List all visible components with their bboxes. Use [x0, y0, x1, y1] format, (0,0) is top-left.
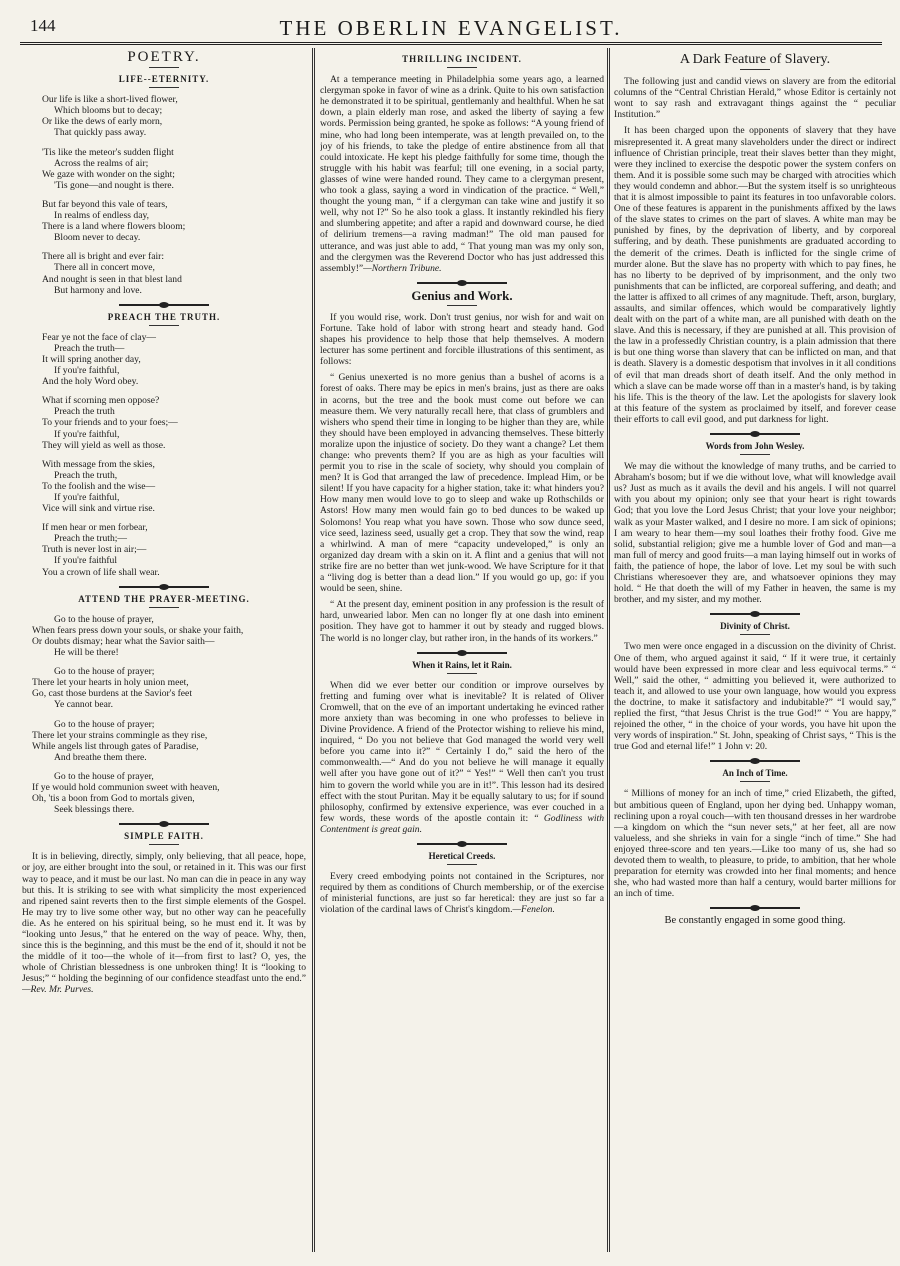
verse-line: They will yield as well as those. [42, 439, 166, 451]
column-right [614, 50, 896, 1252]
article-paragraph: Two men were once engaged in a discussion on the divinity of Christ. One of them, who argued against it said, “ If it were true, it certainly would have been expressed in more clear and less equivocal terms.” “ Well,” said the other, “ admitting you believed it, were authorized to teach it, and allowed to use your own language, how would you express the doctrine, to make it satisfactory and indubitable?” “I would say,” replied the first, “that Jesus Christ is the true God!” “ You are happy,” rejoined the other, “ in the choice of your words, you have hit upon the very words of inspiration.” St. John, speaking of Christ says, “ This is the true God and eternal life!” 1 John v: 20. [614, 641, 896, 753]
poem-stanza [22, 771, 306, 815]
article-title: THRILLING INCIDENT. [402, 54, 522, 64]
ornament-divider [710, 907, 800, 909]
poem-stanza [22, 332, 306, 387]
verse-line: Bloom never to decay. [54, 232, 141, 244]
poem-title: LIFE--ETERNITY. [118, 74, 210, 85]
poem-title: ATTEND THE PRAYER-MEETING. [78, 593, 250, 604]
rule [447, 864, 477, 865]
verse-line: There let your hearts in holy union meet, [32, 677, 189, 689]
article-title: Words from John Wesley. [705, 441, 805, 451]
column-middle [320, 50, 604, 1252]
verse-line: Oh, 'tis a boon from God to mortals given, [32, 793, 195, 805]
verse-line: You a crown of life shall wear. [42, 566, 160, 578]
verse-line: With message from the skies, [42, 458, 155, 470]
verse-line: Our life is like a short-lived flower, [42, 94, 178, 106]
verse-line: What if scorning men oppose? [42, 395, 160, 407]
article-title: SIMPLE FAITH. [124, 831, 204, 842]
article-paragraph: If you would rise, work. Don't trust genius, nor wish for and wait on Fortune. Take hold of labor with strong heart and steady hand. God shapes his providence to help those that help themselves. A modern lecturer has some pertinent and forcible illustrations of this sentiment, as follows: [320, 311, 604, 368]
verse-line: If you're faithful [54, 555, 117, 567]
column-divider [607, 48, 610, 1252]
verse-line: If men hear or men forbear, [42, 522, 148, 534]
rule [740, 634, 770, 635]
paragraph-text: When did we ever better our condition or improve ourselves by fretting and fuming over what is inevitable? It is related of Oliver Cromwell, that on the eve of an important undertaking he evinced rather more anxiety than was becoming in one who professes to believe in Divine Providence. A friend of the Protector wishing to relieve his mind, inquired, “ Do you not believe that God managed the world very well before you came into it?” “ Certainly I do,” said the hero of the commonwealth.—“ And do you not believe he will manage it equally well after you have gone out of it?” “ Yes!” “ Well then can't you trust him to govern the world while you are in it!”. This lesson had its desired effect with the stout Puritan. May it be equally salutary to us; for if sound philosophy, confirmed by extensive experience, was ever couched in a few words, these words of the apostle contain it: [320, 679, 604, 824]
ornament-divider [710, 433, 800, 435]
rule [740, 781, 770, 782]
poem-stanza [22, 147, 306, 191]
article-paragraph: It has been charged upon the opponents of slavery that they have misrepresented it. A great many slaveholders under the direct or indirect influence of Christian principle, treat their slaves better than they might, were they inclined to exercise the despotic power the system confers on them. And it is possible some such may be charged with atrocities which they would condemn and abhor.—But the system itself is so unrighteous that it is almost impossible to paint its features in too unfavorable colors. One of these features is apparent in the punishments affixed by the laws of the slave states to crimes on the part of slaves. A white man may be punished by fines, by the deprivation of liberty, and by corporeal suffering, and by death. These punishments are graduated according to the demerit of the crimes. Death is inflicted for the single crime of murder alone. But the slave has no property with which to pay fines, he has no liberty to be deprived of by imprisonment, and the only two punishments that can be inflicted, are corporeal suffering, and death; and the latter is affixed to all crimes of any magnitude. Theft, arson, burglary, assaults, and similar offences, which would be comparatively lightly dealt with on the part of a white man, are all punished with death on the slave. And this is necessary, if they are punished at all. This provision of the law in a professedly Christian country, is a plain admission that there is but one thing worse than slavery that can be inflicted on man, and that is death. Slavery is a domestic despotism that involves in it all conditions of evil that man dreads short of death itself. And the only method in which a slave can be made worse off than in a master's hand, is by taking his life. This is the theory of the law. Let the apologists for slavery look at this feature of the system as proclaimed by itself, and forever cease their efforts to call evil good, and put darkness for light. [614, 125, 896, 425]
article-paragraph [320, 871, 604, 915]
verse-line: Go, cast those burdens at the Savior's feet [32, 688, 192, 700]
verse-line: And breathe them there. [54, 751, 147, 763]
column-poetry [22, 50, 306, 1252]
verse-line: But harmony and love. [54, 284, 142, 296]
verse-line: There all is bright and ever fair: [42, 251, 165, 263]
verse-line: Go to the house of prayer, [54, 613, 154, 625]
verse-line: There all in concert move, [54, 262, 155, 274]
verse-line: If ye would hold communion sweet with heaven, [32, 781, 220, 793]
verse-line: Which blooms but to decay; [54, 105, 163, 117]
verse-line: There let your strains commingle as they rise, [32, 729, 208, 741]
verse-line: Go to the house of prayer, [54, 770, 154, 782]
ornament-divider [710, 760, 800, 762]
paragraph-text: At a temperance meeting in Philadelphia some years ago, a learned clergyman spoke in favor of wine as a drink. Quite to his own satisfaction he demonstrated it to be spiritual, gentlemanly and healthful. When he sat down, a plain elderly man rose, and asked the liberty of saying a few words. Permission being granted, he spoke as follows: “A young friend of mine, who had long been intemperate, was at length prevailed on, to the joy of his friends, to take the pledge of entire abstinence from all that could intoxicate. He kept his pledge faithfully for some time, though the struggle with his habit was fearful; till one evening, in a social party, glasses of wine were handed round. They came to a clergyman present, who took a glass, saying a word in vindication of the practice. “ Well,” thought the young man, “ if a clergyman can take wine and justify it so well, why not I?” So he also took a glass. It instantly rekindled his fiery and slumbering appetite; and after a rapid and downward course, he died of delirium tremens—a raving madman!” The old man paused for utterance, and was just able to add, “ That young man was my only son, and the clergymen was the Reverend Doctor who has just addressed this assembly!” [320, 74, 604, 274]
verse-line: It will spring another day, [42, 353, 141, 365]
poem-stanza [22, 199, 306, 243]
poem-stanza [22, 522, 306, 577]
rule [149, 325, 179, 326]
article-signature: —Northern Tribune. [363, 262, 442, 274]
verse-line: Go to the house of prayer; [54, 666, 155, 678]
ornament-divider [119, 304, 209, 306]
poem-stanza [22, 614, 306, 658]
verse-line: Or like the dews of early morn, [42, 116, 163, 128]
verse-line: Seek blessings there. [54, 804, 135, 816]
article-paragraph [320, 680, 604, 835]
article-signature: —Fenelon. [512, 904, 555, 916]
rule [740, 69, 770, 70]
article-title: Divinity of Christ. [720, 621, 790, 632]
verse-line: Preach the truth, [54, 469, 118, 481]
poem-stanza [22, 94, 306, 138]
rule [149, 607, 179, 608]
verse-line: If you're faithful, [54, 492, 120, 503]
verse-line: Preach the truth;— [54, 533, 127, 545]
article-quote: “ Godliness with Contentment is great gain. [320, 812, 604, 835]
verse-line: 'Tis gone—and nought is there. [54, 179, 174, 191]
rule [740, 454, 770, 455]
ornament-divider [417, 843, 507, 845]
poem-stanza [22, 251, 306, 295]
verse-line: And the holy Word obey. [42, 376, 139, 388]
verse-line: Vice will sink and virtue rise. [42, 503, 155, 515]
verse-line: There is a land where flowers bloom; [42, 221, 186, 233]
ornament-divider [417, 652, 507, 654]
verse-line: That quickly pass away. [54, 127, 147, 139]
rule [447, 67, 477, 68]
article-title: Genius and Work. [411, 287, 513, 303]
rule [149, 844, 179, 845]
page-header [20, 10, 882, 45]
article-paragraph [22, 851, 306, 995]
rule [447, 673, 477, 674]
ornament-divider [710, 613, 800, 615]
closing-line: Be constantly engaged in some good thing. [664, 915, 846, 927]
article-paragraph: “ Genius unexerted is no more genius than a bushel of acorns is a forest of oaks. There may be epics in men's brains, just as there are oaks in acorns, but the tree and the book must come out before we can measure them. We very naturally recall here, that class of grumblers and wishers who spend their time in longing to be higher than they are, while they should have been employed in advancing themselves. These bitterly moralize upon the injustice of society. Do they want a change? Let them change: who prevents them? If you are as high as your faculties will permit you to rise in the scale of society, why should you complain of men? It is God that arranged the law of precedence. Implead Him, or be silent! If you have capacity for a higher station, take it: what hinders you? How many men would love to go to sleep and wake up Rothschilds or Astors! How many men would fain go to bed dunces to be waked up Solomons! You reap what you have sown. Those who sow dunce seed, vice seed, laziness seed, usually get a crop. They that sow the wind, reap a whirlwind. A man of mere “capacity undeveloped,” is only an organized day dream with a skin on it. A flint and a genius that will not strike fire are no better than wet junk-wood. We have Scripture for it that a “living dog is better than a dead lion.” If you would go up, go: if you would be seen, shine. [320, 372, 604, 595]
poetry-heading: POETRY. [127, 50, 201, 65]
verse-line: And nought is seen in that blest land [42, 273, 182, 285]
article-paragraph: We may die without the knowledge of many truths, and be carried to Abraham's bosom; but if we die without love, what will knowledge avail us? Just as much as it avails the devil and his angels. I will not quarrel with you about my opinion; only see that your heart is right towards God; that you love the Lord Jesus Christ; that your love your neighbor; walk as your Master walked, and I desire no more. I am sick of opinions; I am weary to hear them—my soul loathes their frothy food. Give me solid, substantial religion; give me a humble lover of God and man—a man full of mercy and good fruits—a man laying himself out in works of faith, the patience of hope, the labor of love. Let my soul be with such Christians wheresoever they are, and whatsoever opinions they may hold. “ He that doeth the will of my Father in heaven, the same is my brother, and my sister, and my mother. [614, 461, 896, 606]
verse-line: Go to the house of prayer; [54, 718, 155, 730]
masthead-title: THE OBERLIN EVANGELIST. [279, 16, 623, 40]
poem-title: PREACH THE TRUTH. [107, 311, 221, 322]
paragraph-text: It is in believing, directly, simply, only believing, that all peace, hope, or joy, are either brought into the soul, or retained in it. This was our first way to peace, and it must be our last. No man can die in peace in any way but this. It is striking to see with what simplicity the most experienced and ripened saint reverts then to the first simple elements of the Gospel. He may try to live some other way, but no other way can he peacefully die. As he entered on his spiritual being, so he must end it. It was by “looking unto Jesus,” that he entered on the way of peace. Why, then, since this is the beginning, and this must be the end of it, should it not be the middle of it too—the whole of it—from first to last? O, yes, the whole of Christian blessedness is one unbroken thing! It is “looking to Jesus;” “ holding the beginning of our confidence steadfast unto the end.” [22, 851, 306, 985]
article-title: A Dark Feature of Slavery. [679, 52, 831, 67]
article-paragraph: “ At the present day, eminent position in any profession is the result of hard, unwearied labor. Men can no longer fly at one dash into eminent position. They have got to hammer it out by steady and rugged blows. The world is no longer clay, but rather iron, in the hands of its workers.” [320, 599, 604, 644]
verse-line: We gaze with wonder on the sight; [42, 168, 175, 180]
verse-line: Across the realms of air; [54, 157, 149, 169]
verse-line: In realms of endless day, [54, 210, 150, 222]
article-paragraph [320, 74, 604, 274]
verse-line: To the foolish and the wise— [42, 480, 156, 492]
verse-line: He will be there! [54, 647, 119, 659]
poem-stanza [22, 719, 306, 763]
verse-line: If you're faithful, [54, 428, 120, 440]
verse-line: When fears press down your souls, or shake your faith, [32, 624, 244, 636]
verse-line: Or doubts dismay; hear what the Savior saith— [32, 635, 215, 647]
verse-line: If you're faithful, [54, 365, 120, 377]
article-title: When it Rains, let it Rain. [412, 659, 512, 670]
verse-line: But far beyond this vale of tears, [42, 198, 168, 210]
article-paragraph: The following just and candid views on slavery are from the editorial columns of the “Central Christian Herald,” whose Editor is certainly not wont to say rash and extravagant things against the “ peculiar Institution.” [614, 76, 896, 121]
paragraph-text: Every creed embodying points not contained in the Scriptures, nor required by them as conditions of Church membership, or of the exercise of ministerial functions, are just so far heretical: they are just so far a violation of the cardinal laws of Christ's kingdom. [320, 871, 604, 916]
poem-stanza [22, 459, 306, 514]
article-title: An Inch of Time. [722, 768, 788, 779]
verse-line: Preach the truth [54, 406, 115, 418]
ornament-divider [417, 282, 507, 284]
article-title: Heretical Creeds. [428, 851, 496, 861]
verse-line: 'Tis like the meteor's sudden flight [42, 146, 174, 158]
verse-line: Truth is never lost in air;— [42, 544, 147, 556]
ornament-divider [119, 823, 209, 825]
verse-line: Ye cannot bear. [54, 699, 113, 711]
poem-stanza [22, 395, 306, 450]
verse-line: To your friends and to your foes;— [42, 417, 178, 429]
rule [149, 87, 179, 88]
article-signature: —Rev. Mr. Purves. [22, 984, 94, 996]
poem-stanza [22, 666, 306, 710]
verse-line: Preach the truth— [54, 342, 125, 354]
verse-line: While angels list through gates of Paradise, [32, 740, 199, 752]
ornament-divider [119, 586, 209, 588]
article-paragraph: “ Millions of money for an inch of time,” cried Elizabeth, the gifted, but ambitious queen of England, upon her dying bed. Unhappy woman, reclining upon a royal couch—with ten thousand dresses in her wardrobe—a kingdom on which the “sun never sets,” at her feet, all are now valueless, and she shrieks in vain for a single “inch of time.” She had enjoyed three-score and ten years.—Like too many of us, she had so devoted them to wealth, to pleasure, to pride, to ambition, that her whole preparation for eternity was crowded into her final moments; and hence she, who had wasted more than half a century, would barter millions for an inch of time. [614, 788, 896, 900]
rule [447, 305, 477, 306]
verse-line: Fear ye not the face of clay— [42, 331, 157, 343]
page-number: 144 [30, 16, 56, 35]
column-divider [312, 48, 315, 1252]
rule [149, 67, 179, 68]
